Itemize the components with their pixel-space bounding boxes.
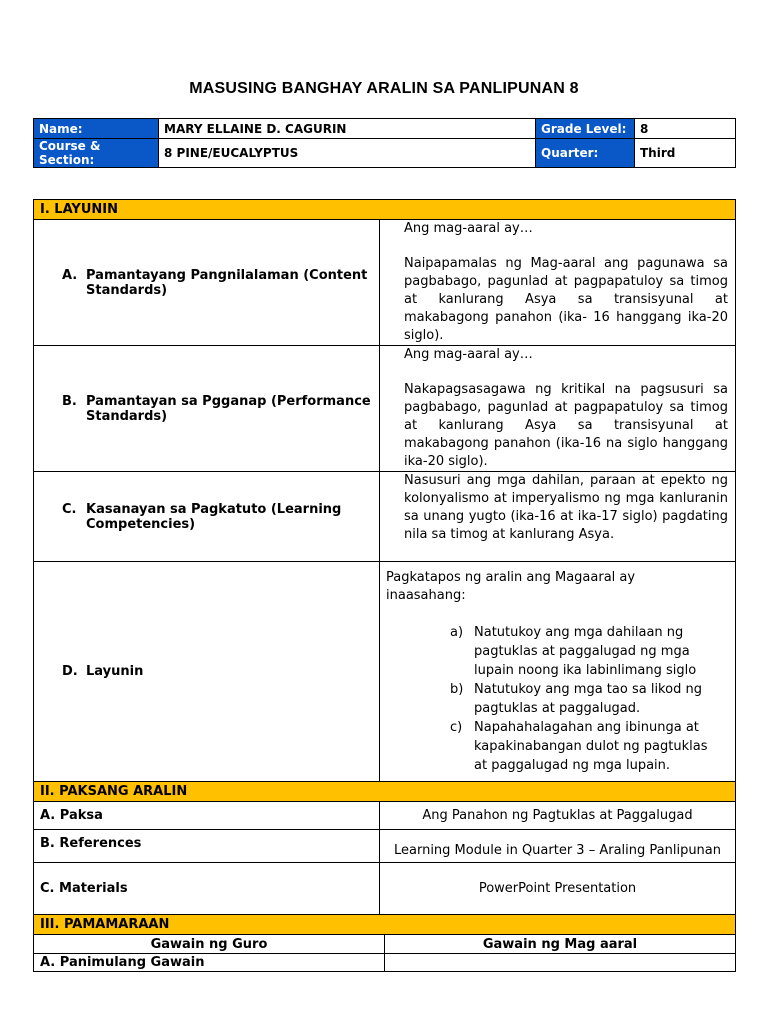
- item-label: Kasanayan sa Pagkatuto (Learning Competencies): [86, 501, 342, 532]
- section-heading-paksang-aralin: II. PAKSANG ARALIN: [34, 782, 736, 802]
- layunin-label: [34, 562, 380, 782]
- performance-standards-text: [380, 346, 736, 472]
- learning-competencies-text: [380, 472, 736, 562]
- panimulang-gawain-label: A. Panimulang Gawain: [34, 954, 385, 972]
- materials-label: C. Materials: [34, 863, 380, 915]
- list-item: a) Natutukoy ang mga dahilaan ng pagtuklas at paggalugad ng mga lupain noong ika labinlimang siglo: [450, 624, 697, 678]
- objectives-list: [450, 623, 715, 775]
- intro-text: Ang mag-aaral ay…: [404, 221, 533, 236]
- grade-level-label: Grade Level:: [536, 119, 635, 139]
- quarter-label: Quarter:: [536, 139, 635, 168]
- grade-level-value: 8: [635, 119, 736, 139]
- list-item: b) Natutukoy ang mga tao sa likod ng pagtuklas at paggalugad.: [450, 681, 702, 716]
- references-label: B. References: [34, 830, 380, 863]
- content-standards-label: [34, 220, 380, 346]
- item-label: Pamantayang Pangnilalaman (Content Standards): [86, 267, 368, 298]
- item-letter: B.: [62, 393, 77, 409]
- student-column-header: Gawain ng Mag aaral: [385, 935, 736, 954]
- paksa-label: A. Paksa: [34, 802, 380, 830]
- materials-value: PowerPoint Presentation: [380, 863, 736, 915]
- item-letter: D.: [62, 664, 78, 679]
- item-label: Layunin: [86, 664, 144, 679]
- section-heading-pamamaraan: III. PAMAMARAAN: [34, 915, 736, 935]
- learning-competencies-label: [34, 472, 380, 562]
- lesson-plan-table: [33, 199, 736, 972]
- intro-text: Ang mag-aaral ay…: [404, 347, 533, 362]
- performance-standards-label: [34, 346, 380, 472]
- panimulang-gawain-student-cell: [385, 954, 736, 972]
- item-label: Pamantayan sa Pgganap (Performance Standards): [86, 393, 371, 424]
- item-letter: A.: [62, 267, 78, 283]
- list-item: c) Napahahalagahan ang ibinunga at kapakinabangan dulot ng pagtuklas at paggalugad ng mga lupain.: [450, 719, 708, 773]
- name-value: MARY ELLAINE D. CAGURIN: [159, 119, 536, 139]
- body-text: Nakapagsasagawa ng kritikal na pagsusuri sa pagbabago, pagunlad at pagpapatuloy sa timog at kanlurang Asya sa transisyunal at makabagong panahon (ika-16 na siglo hanggang ika-20 siglo).: [404, 382, 728, 469]
- body-text: Naipapamalas ng Mag-aaral ang pagunawa sa pagbabago, pagunlad at pagpapatuloy sa timog at kanlurang Asya sa transisyunal at makabagong panahon (ika- 16 hanggang ika-20 siglo).: [404, 256, 728, 343]
- course-section-label: Course & Section:: [34, 139, 159, 168]
- course-section-value: 8 PINE/EUCALYPTUS: [159, 139, 536, 168]
- quarter-value: Third: [635, 139, 736, 168]
- name-label: Name:: [34, 119, 159, 139]
- teacher-column-header: Gawain ng Guro: [34, 935, 385, 954]
- page-title: MASUSING BANGHAY ARALIN SA PANLIPUNAN 8: [189, 80, 579, 97]
- body-text: Nasusuri ang mga dahilan, paraan at epekto ng kolonyalismo at imperyalismo ng mga kanluranin sa unang yugto (ika-16 at ika-17 siglo) pagdating nila sa timog at kanlurang Asya.: [404, 473, 728, 542]
- paksa-value: Ang Panahon ng Pagtuklas at Paggalugad: [380, 802, 736, 830]
- section-heading-layunin: I. LAYUNIN: [34, 200, 736, 220]
- info-table: [33, 118, 736, 168]
- objectives-intro: Pagkatapos ng aralin ang Magaaral ay inaasahang:: [386, 569, 636, 603]
- content-standards-text: [380, 220, 736, 346]
- references-value: Learning Module in Quarter 3 – Araling Panlipunan: [380, 830, 736, 863]
- item-letter: C.: [62, 501, 77, 517]
- layunin-objectives: [380, 562, 736, 782]
